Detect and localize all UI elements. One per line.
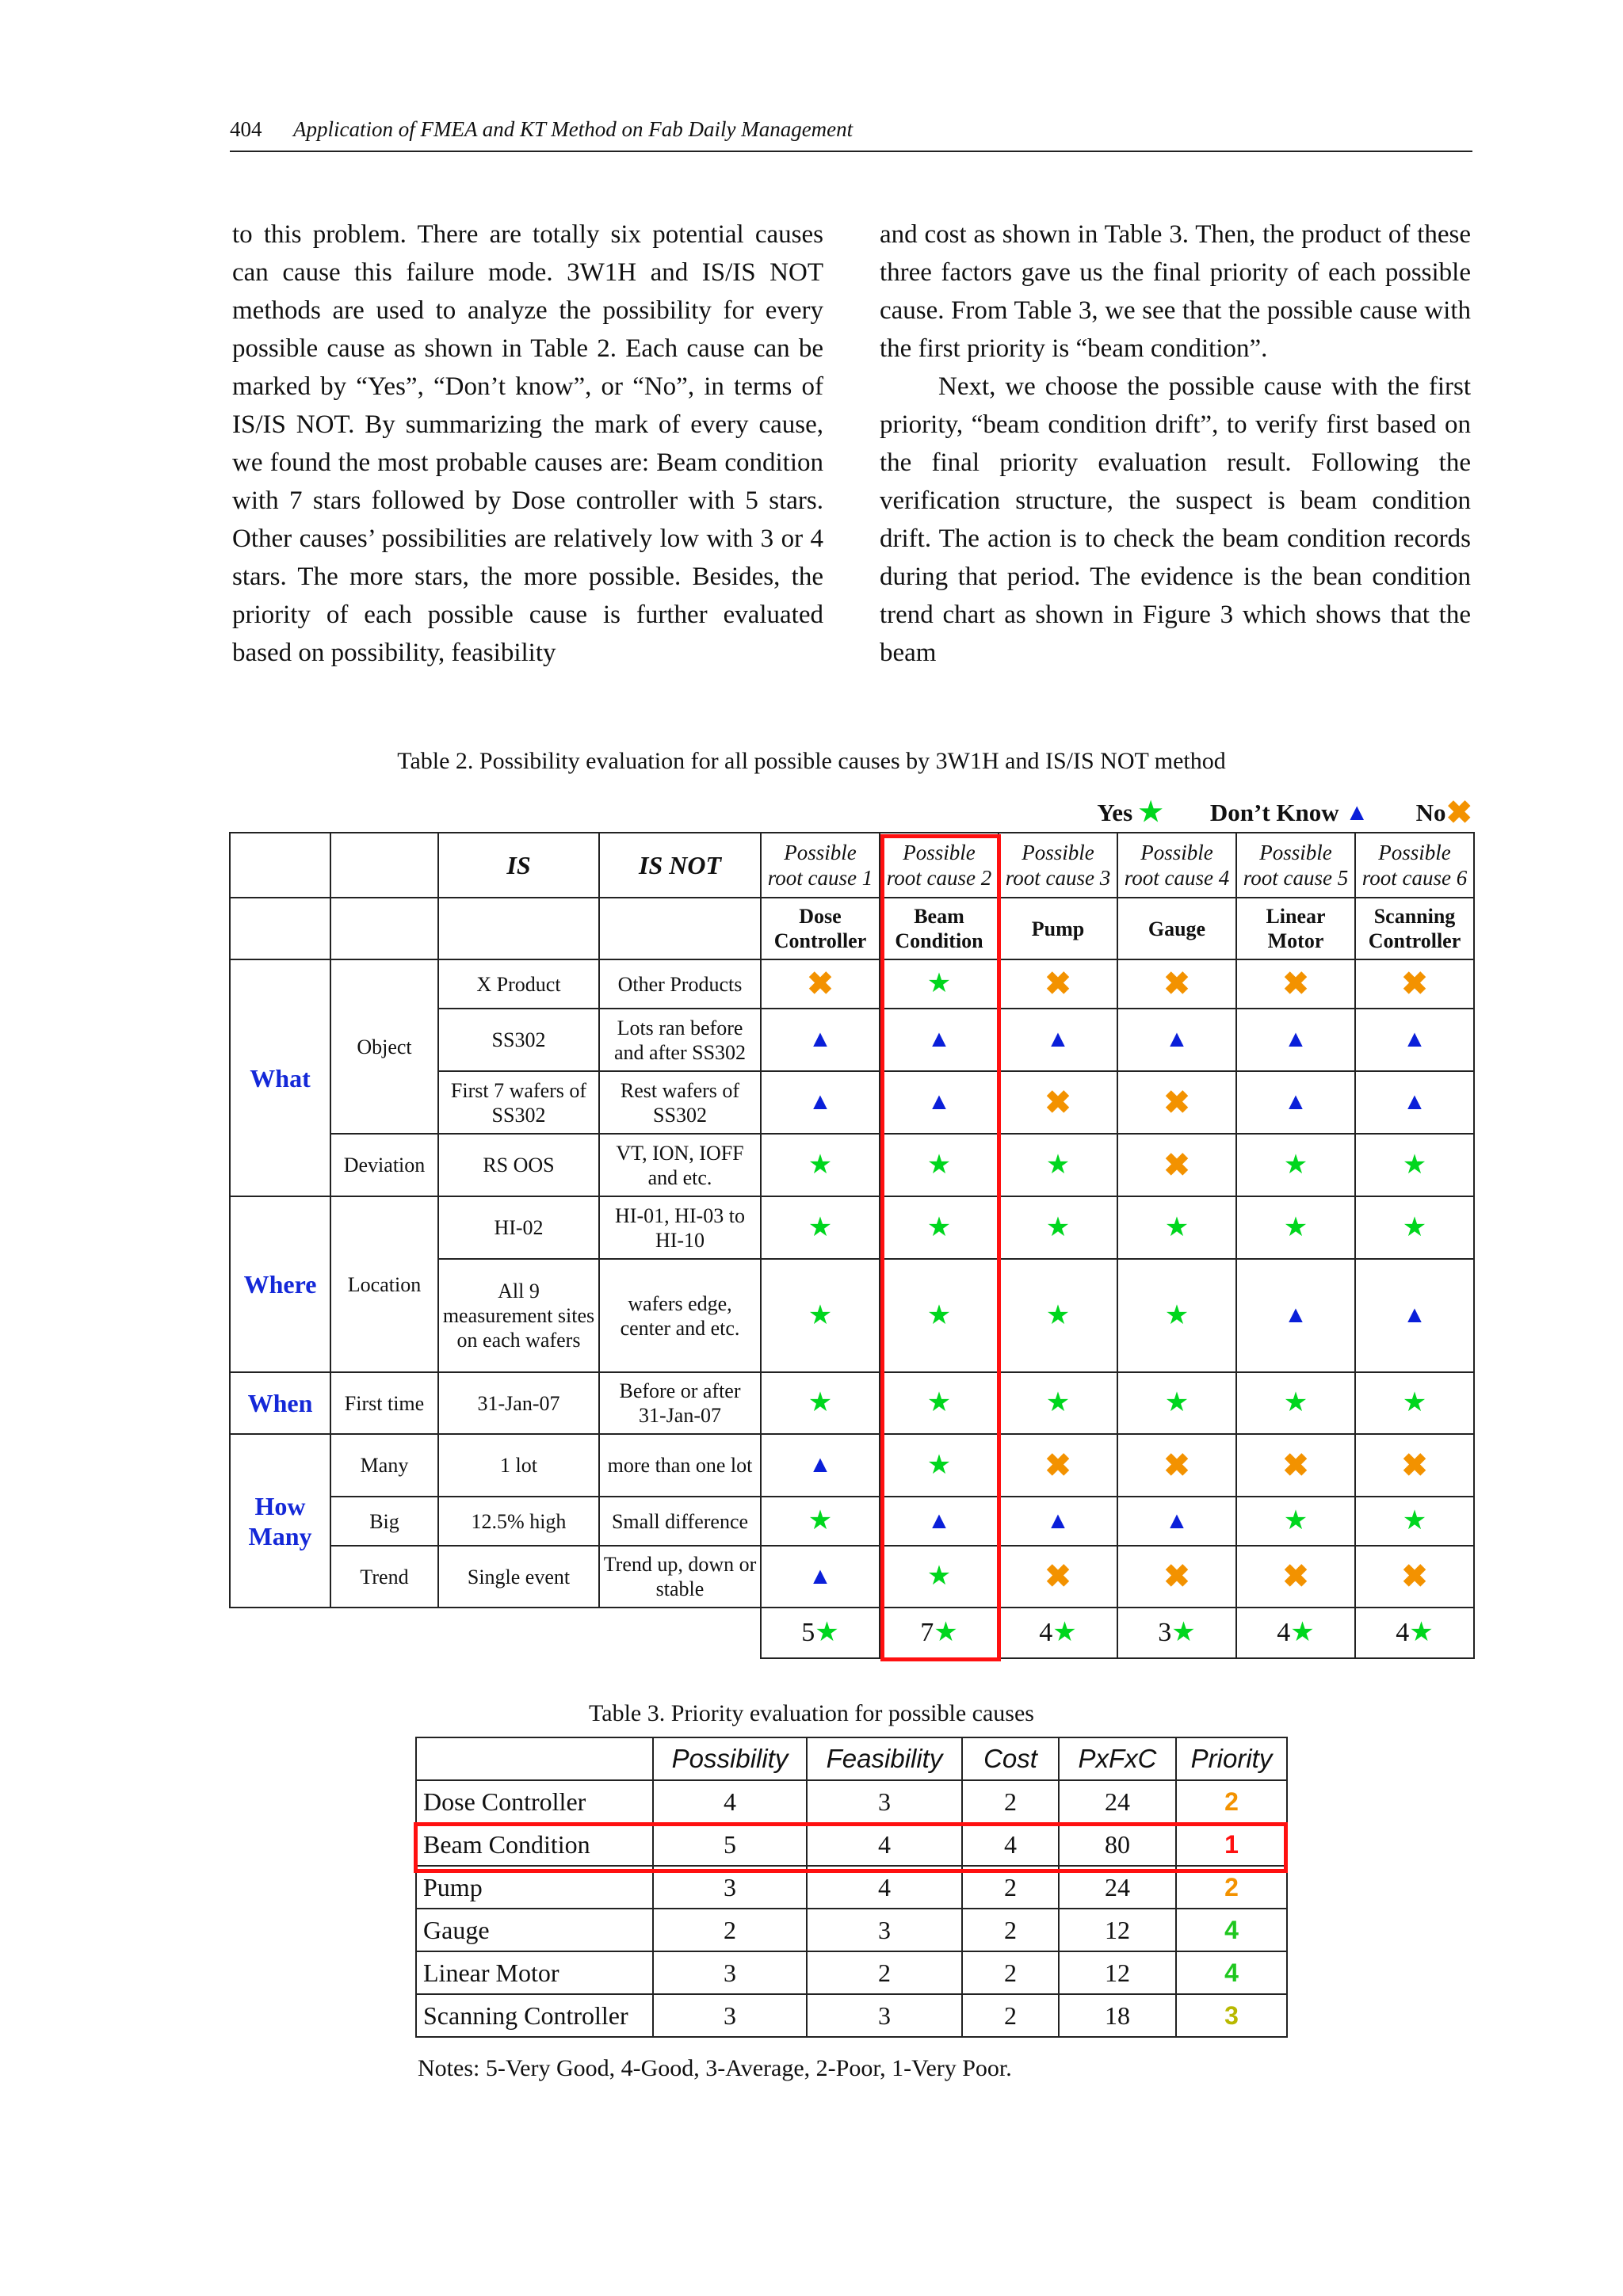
triangle-icon: ▲ xyxy=(1046,1507,1070,1534)
mark-cell xyxy=(1355,1434,1474,1497)
subcategory-big: Big xyxy=(330,1497,438,1546)
star-icon: ★ xyxy=(1402,1150,1427,1180)
is-cell: 1 lot xyxy=(438,1434,599,1497)
header-pxfxc: PxFxC xyxy=(1059,1737,1176,1780)
cause-name-3: Pump xyxy=(999,898,1117,959)
star-icon: ★ xyxy=(808,1150,833,1180)
is-not-cell: Before or after 31-Jan-07 xyxy=(599,1372,761,1434)
paragraph: Next, we choose the possible cause with the first priority, “beam condition drift”, to verify first based on the final priority evaluation result. Following the verification structure, the suspect is beam condition drift. The action is to check the beam condition records during that period. The evidence is the bean condition trend chart as shown in Figure 3 which shows that the beam xyxy=(880,372,1471,667)
triangle-icon: ▲ xyxy=(1284,1089,1308,1115)
is-cell: SS302 xyxy=(438,1009,599,1071)
is-not-cell: HI-01, HI-03 to HI-10 xyxy=(599,1196,761,1259)
star-icon: ★ xyxy=(808,1300,833,1330)
table-row xyxy=(230,1196,1474,1259)
cross-icon: ✖ xyxy=(1401,966,1428,1001)
page-number: 404 xyxy=(230,117,262,141)
priority-row xyxy=(416,1951,1287,1994)
mark-cell xyxy=(1355,1196,1474,1259)
feasibility-value: 4 xyxy=(807,1866,962,1909)
mark-cell xyxy=(1236,1009,1355,1071)
star-icon: ★ xyxy=(1045,1150,1071,1180)
feasibility-value: 2 xyxy=(807,1951,962,1994)
running-title: Application of FMEA and KT Method on Fab Daily Management xyxy=(293,117,854,141)
cross-icon: ✖ xyxy=(1401,1558,1428,1594)
cost-value: 2 xyxy=(962,1780,1059,1823)
mark-cell xyxy=(1355,1546,1474,1608)
mark-cell xyxy=(999,1434,1117,1497)
possibility-value: 3 xyxy=(653,1994,807,2037)
table2-caption: Table 2. Possibility evaluation for all possible causes by 3W1H and IS/IS NOT method xyxy=(397,748,1226,774)
legend-yes-label: Yes xyxy=(1097,798,1133,826)
mark-cell xyxy=(880,1196,999,1259)
mark-cell xyxy=(761,1071,880,1134)
feasibility-value: 3 xyxy=(807,1909,962,1951)
mark-cell xyxy=(880,1071,999,1134)
mark-cell xyxy=(1117,1372,1236,1434)
table-row xyxy=(230,959,1474,1009)
is-not-cell: more than one lot xyxy=(599,1434,761,1497)
triangle-icon: ▲ xyxy=(927,1089,951,1115)
mark-cell xyxy=(880,1372,999,1434)
mark-cell xyxy=(1355,1259,1474,1372)
cost-value: 2 xyxy=(962,1866,1059,1909)
star-icon: ★ xyxy=(926,1450,952,1480)
is-cell: RS OOS xyxy=(438,1134,599,1196)
mark-cell xyxy=(761,1372,880,1434)
mark-cell xyxy=(1117,1009,1236,1071)
paragraph: to this problem. There are totally six potential causes can cause this failure mode. 3W1H and IS/IS NOT methods are used to analyze the possibility for every possible cause as shown in Table 2. Each cause can be marked by “Yes”, “Don’t know”, or “No”, in terms of IS/IS NOT. By summarizing the mark of every cause, we found the most probable causes are: Beam condition with 7 stars followed by Dose controller with 5 stars. Other causes’ possibilities are relatively low with 3 or 4 stars. The more stars, the more possible. Besides, the priority of each possible cause is further evaluated based on possibility, feasibility xyxy=(232,220,823,667)
cause-name: Gauge xyxy=(416,1909,653,1951)
mark-cell xyxy=(1355,1497,1474,1546)
star-icon: ★ xyxy=(1052,1618,1077,1647)
star-icon: ★ xyxy=(808,1388,833,1417)
mark-cell xyxy=(999,1196,1117,1259)
mark-cell xyxy=(1236,959,1355,1009)
mark-cell xyxy=(999,1134,1117,1196)
cost-value: 4 xyxy=(962,1823,1059,1866)
mark-cell xyxy=(1117,1434,1236,1497)
mark-cell xyxy=(761,1546,880,1608)
mark-cell xyxy=(1117,1196,1236,1259)
mark-cell xyxy=(1236,1546,1355,1608)
is-not-cell: Small difference xyxy=(599,1497,761,1546)
mark-cell xyxy=(999,1546,1117,1608)
mark-cell xyxy=(1355,959,1474,1009)
mark-cell xyxy=(761,1134,880,1196)
pxfxc-value: 12 xyxy=(1059,1909,1176,1951)
star-icon: ★ xyxy=(1171,1618,1196,1647)
mark-cell xyxy=(999,1009,1117,1071)
priority-table xyxy=(415,1737,1288,2038)
table3-notes: Notes: 5-Very Good, 4-Good, 3-Average, 2-Poor, 1-Very Poor. xyxy=(418,2055,1012,2081)
priority-value: 3 xyxy=(1176,1994,1287,2037)
triangle-icon: ▲ xyxy=(1165,1026,1189,1052)
star-icon: ★ xyxy=(1164,1212,1190,1242)
mark-cell xyxy=(761,1259,880,1372)
header-empty xyxy=(416,1737,653,1780)
header-cost: Cost xyxy=(962,1737,1059,1780)
body-column-left xyxy=(232,215,823,672)
pxfxc-value: 24 xyxy=(1059,1780,1176,1823)
star-icon: ★ xyxy=(926,1212,952,1242)
pxfxc-value: 12 xyxy=(1059,1951,1176,1994)
cross-icon: ✖ xyxy=(1163,1447,1190,1483)
mark-cell xyxy=(999,1259,1117,1372)
priority-value: 4 xyxy=(1176,1909,1287,1951)
mark-cell xyxy=(1355,1372,1474,1434)
body-column-right xyxy=(880,215,1471,672)
header-cause-1: Possible root cause 1 xyxy=(761,833,880,898)
is-cell: X Product xyxy=(438,959,599,1009)
priority-row xyxy=(416,1866,1287,1909)
star-icon: ★ xyxy=(1138,797,1163,827)
star-icon: ★ xyxy=(926,1150,952,1180)
cross-icon: ✖ xyxy=(1282,1558,1309,1594)
table-row xyxy=(230,1434,1474,1497)
cross-icon: ✖ xyxy=(1445,794,1472,830)
star-icon: ★ xyxy=(934,1618,958,1647)
triangle-icon: ▲ xyxy=(808,1089,832,1115)
cross-icon: ✖ xyxy=(1044,1084,1071,1120)
is-cell: 12.5% high xyxy=(438,1497,599,1546)
star-total: 4★ xyxy=(999,1608,1117,1658)
priority-header-row xyxy=(416,1737,1287,1780)
triangle-icon: ▲ xyxy=(1345,799,1369,826)
cause-name: Pump xyxy=(416,1866,653,1909)
star-icon: ★ xyxy=(1402,1388,1427,1417)
mark-cell xyxy=(999,1071,1117,1134)
triangle-icon: ▲ xyxy=(927,1026,951,1052)
category-where: Where xyxy=(230,1196,330,1372)
mark-cell xyxy=(999,1497,1117,1546)
priority-value: 2 xyxy=(1176,1866,1287,1909)
mark-cell xyxy=(761,1196,880,1259)
cause-name-row xyxy=(230,898,1474,959)
star-total: 7★ xyxy=(880,1608,999,1658)
feasibility-value: 4 xyxy=(807,1823,962,1866)
mark-cell xyxy=(1117,1071,1236,1134)
running-header xyxy=(230,117,1472,152)
mark-cell xyxy=(880,1134,999,1196)
star-icon: ★ xyxy=(926,1388,952,1417)
header-possibility: Possibility xyxy=(653,1737,807,1780)
mark-cell xyxy=(761,959,880,1009)
header-cause-5: Possible root cause 5 xyxy=(1236,833,1355,898)
cause-name-6: Scanning Controller xyxy=(1355,898,1474,959)
priority-value: 1 xyxy=(1176,1823,1287,1866)
possibility-value: 3 xyxy=(653,1866,807,1909)
star-icon: ★ xyxy=(926,1562,952,1591)
subcategory-first-time: First time xyxy=(330,1372,438,1434)
cause-name: Scanning Controller xyxy=(416,1994,653,2037)
subcategory-object: Object xyxy=(330,959,438,1134)
is-cell: HI-02 xyxy=(438,1196,599,1259)
header-is-not: IS NOT xyxy=(599,833,761,898)
cause-name: Linear Motor xyxy=(416,1951,653,1994)
cause-name: Beam Condition xyxy=(416,1823,653,1866)
star-icon: ★ xyxy=(1283,1150,1308,1180)
header-priority: Priority xyxy=(1176,1737,1287,1780)
star-icon: ★ xyxy=(1045,1212,1071,1242)
header-cause-2: Possible root cause 2 xyxy=(880,833,999,898)
mark-cell xyxy=(1355,1134,1474,1196)
triangle-icon: ▲ xyxy=(1165,1507,1189,1534)
is-cell: All 9 measurement sites on each wafers xyxy=(438,1259,599,1372)
star-icon: ★ xyxy=(1402,1506,1427,1535)
cross-icon: ✖ xyxy=(1282,966,1309,1001)
mark-cell xyxy=(1117,1259,1236,1372)
priority-row xyxy=(416,1909,1287,1951)
subcategory-deviation: Deviation xyxy=(330,1134,438,1196)
mark-cell xyxy=(880,959,999,1009)
cross-icon: ✖ xyxy=(807,966,834,1001)
mark-cell xyxy=(1236,1134,1355,1196)
star-total: 5★ xyxy=(761,1608,880,1658)
star-total: 4★ xyxy=(1236,1608,1355,1658)
legend-no-label: No xyxy=(1415,798,1446,826)
cause-name-5: Linear Motor xyxy=(1236,898,1355,959)
mark-cell xyxy=(1117,959,1236,1009)
mark-cell xyxy=(880,1497,999,1546)
cross-icon: ✖ xyxy=(1044,1558,1071,1594)
is-cell: 31-Jan-07 xyxy=(438,1372,599,1434)
table2-legend xyxy=(1097,796,1472,829)
header-cause-6: Possible root cause 6 xyxy=(1355,833,1474,898)
is-not-cell: Trend up, down or stable xyxy=(599,1546,761,1608)
star-total: 4★ xyxy=(1355,1608,1474,1658)
star-icon: ★ xyxy=(926,1300,952,1330)
star-total: 3★ xyxy=(1117,1608,1236,1658)
star-icon: ★ xyxy=(1045,1388,1071,1417)
cost-value: 2 xyxy=(962,1951,1059,1994)
mark-cell xyxy=(761,1497,880,1546)
triangle-icon: ▲ xyxy=(1284,1302,1308,1328)
pxfxc-value: 18 xyxy=(1059,1994,1176,2037)
cross-icon: ✖ xyxy=(1163,1084,1190,1120)
is-cell: First 7 wafers of SS302 xyxy=(438,1071,599,1134)
mark-cell xyxy=(999,959,1117,1009)
star-icon: ★ xyxy=(1290,1618,1315,1647)
mark-cell xyxy=(1117,1134,1236,1196)
mark-cell xyxy=(999,1372,1117,1434)
subcategory-trend: Trend xyxy=(330,1546,438,1608)
table-row xyxy=(230,1546,1474,1608)
priority-row xyxy=(416,1994,1287,2037)
cost-value: 2 xyxy=(962,1994,1059,2037)
table-row xyxy=(230,1134,1474,1196)
mark-cell xyxy=(1355,1071,1474,1134)
mark-cell xyxy=(880,1546,999,1608)
mark-cell xyxy=(1236,1497,1355,1546)
star-icon: ★ xyxy=(1283,1212,1308,1242)
cross-icon: ✖ xyxy=(1044,1447,1071,1483)
star-icon: ★ xyxy=(808,1212,833,1242)
priority-value: 2 xyxy=(1176,1780,1287,1823)
cross-icon: ✖ xyxy=(1401,1447,1428,1483)
cross-icon: ✖ xyxy=(1282,1447,1309,1483)
cross-icon: ✖ xyxy=(1044,966,1071,1001)
is-not-cell: Rest wafers of SS302 xyxy=(599,1071,761,1134)
mark-cell xyxy=(1236,1259,1355,1372)
subcategory-many: Many xyxy=(330,1434,438,1497)
mark-cell xyxy=(1117,1497,1236,1546)
is-not-cell: Other Products xyxy=(599,959,761,1009)
feasibility-value: 3 xyxy=(807,1994,962,2037)
legend-dont-know-label: Don’t Know xyxy=(1209,798,1339,826)
priority-row xyxy=(416,1823,1287,1866)
triangle-icon: ▲ xyxy=(808,1026,832,1052)
triangle-icon: ▲ xyxy=(1403,1026,1426,1052)
star-icon: ★ xyxy=(808,1506,833,1535)
possibility-value: 4 xyxy=(653,1780,807,1823)
pxfxc-value: 80 xyxy=(1059,1823,1176,1866)
cross-icon: ✖ xyxy=(1163,1146,1190,1183)
star-icon: ★ xyxy=(1283,1388,1308,1417)
possibility-value: 2 xyxy=(653,1909,807,1951)
is-cell: Single event xyxy=(438,1546,599,1608)
table3-caption: Table 3. Priority evaluation for possible causes xyxy=(589,1700,1034,1726)
paragraph: and cost as shown in Table 3. Then, the product of these three factors gave us the final priority of each possible cause. From Table 3, we see that the possible cause with the first priority is “beam condition”. xyxy=(880,220,1471,363)
star-icon: ★ xyxy=(815,1618,839,1647)
mark-cell xyxy=(1236,1071,1355,1134)
triangle-icon: ▲ xyxy=(1284,1026,1308,1052)
triangle-icon: ▲ xyxy=(808,1562,832,1589)
star-icon: ★ xyxy=(926,969,952,998)
cause-name-1: Dose Controller xyxy=(761,898,880,959)
possibility-value: 3 xyxy=(653,1951,807,1994)
header-row xyxy=(230,833,1474,898)
header-is: IS xyxy=(438,833,599,898)
table-row xyxy=(230,1497,1474,1546)
triangle-icon: ▲ xyxy=(927,1507,951,1534)
star-icon: ★ xyxy=(1164,1388,1190,1417)
cross-icon: ✖ xyxy=(1163,1558,1190,1594)
star-total-row xyxy=(230,1608,1474,1658)
mark-cell xyxy=(1236,1196,1355,1259)
is-not-cell: VT, ION, IOFF and etc. xyxy=(599,1134,761,1196)
cause-name-4: Gauge xyxy=(1117,898,1236,959)
table-row xyxy=(230,1372,1474,1434)
mark-cell xyxy=(1236,1372,1355,1434)
triangle-icon: ▲ xyxy=(1046,1026,1070,1052)
category-when: When xyxy=(230,1372,330,1434)
priority-value: 4 xyxy=(1176,1951,1287,1994)
mark-cell xyxy=(761,1009,880,1071)
subcategory-location: Location xyxy=(330,1196,438,1372)
star-icon: ★ xyxy=(1402,1212,1427,1242)
star-icon: ★ xyxy=(1045,1300,1071,1330)
is-not-cell: Lots ran before and after SS302 xyxy=(599,1009,761,1071)
category-what: What xyxy=(230,959,330,1196)
cause-name: Dose Controller xyxy=(416,1780,653,1823)
possibility-value: 5 xyxy=(653,1823,807,1866)
cost-value: 2 xyxy=(962,1909,1059,1951)
triangle-icon: ▲ xyxy=(1403,1089,1426,1115)
mark-cell xyxy=(1355,1009,1474,1071)
star-icon: ★ xyxy=(1164,1300,1190,1330)
mark-cell xyxy=(880,1009,999,1071)
mark-cell xyxy=(1117,1546,1236,1608)
mark-cell xyxy=(880,1434,999,1497)
cross-icon: ✖ xyxy=(1163,966,1190,1001)
star-icon: ★ xyxy=(1283,1506,1308,1535)
is-not-cell: wafers edge, center and etc. xyxy=(599,1259,761,1372)
header-feasibility: Feasibility xyxy=(807,1737,962,1780)
triangle-icon: ▲ xyxy=(1403,1302,1426,1328)
priority-row xyxy=(416,1780,1287,1823)
mark-cell xyxy=(880,1259,999,1372)
category-how-many: How Many xyxy=(230,1434,330,1608)
triangle-icon: ▲ xyxy=(808,1451,832,1478)
header-cause-3: Possible root cause 3 xyxy=(999,833,1117,898)
pxfxc-value: 24 xyxy=(1059,1866,1176,1909)
mark-cell xyxy=(761,1434,880,1497)
cause-name-2: Beam Condition xyxy=(880,898,999,959)
star-icon: ★ xyxy=(1409,1618,1434,1647)
feasibility-value: 3 xyxy=(807,1780,962,1823)
header-cause-4: Possible root cause 4 xyxy=(1117,833,1236,898)
possibility-table xyxy=(229,832,1475,1659)
mark-cell xyxy=(1236,1434,1355,1497)
